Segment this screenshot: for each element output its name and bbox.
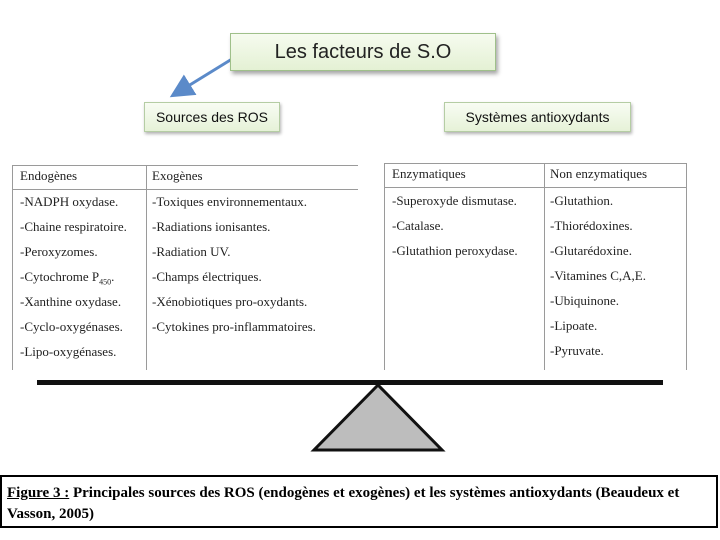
caption-label: Figure 3 : bbox=[7, 485, 70, 501]
balance-beam bbox=[37, 380, 663, 385]
non-enzymatic-item: -Glutarédoxine. bbox=[550, 243, 632, 258]
header-endogenous: Endogènes bbox=[20, 168, 78, 183]
exogenous-item: -Cytokines pro-inflammatoires. bbox=[152, 319, 316, 334]
enzymatic-item: -Glutathion peroxydase. bbox=[392, 243, 518, 258]
exogenous-item: -Radiations ionisantes. bbox=[152, 219, 271, 234]
figure-caption bbox=[0, 475, 718, 528]
exogenous-item: -Xénobiotiques pro-oxydants. bbox=[152, 294, 308, 309]
exogenous-item: -Champs électriques. bbox=[152, 269, 262, 284]
fulcrum-triangle bbox=[314, 385, 442, 450]
enzymatic-item: -Catalase. bbox=[392, 218, 444, 233]
non-enzymatic-item: -Pyruvate. bbox=[550, 343, 604, 358]
non-enzymatic-item: -Ubiquinone. bbox=[550, 293, 619, 308]
title-text: Les facteurs de S.O bbox=[274, 40, 452, 63]
non-enzymatic-item: -Lipoate. bbox=[550, 318, 598, 333]
endogenous-item: -Xanthine oxydase. bbox=[20, 294, 122, 309]
endogenous-item: -Chaine respiratoire. bbox=[20, 219, 127, 234]
ros-sources-label: Sources des ROS bbox=[144, 102, 280, 132]
endogenous-item: -NADPH oxydase. bbox=[20, 194, 119, 209]
antioxidant-systems-label: Systèmes antioxydants bbox=[444, 102, 631, 132]
non-enzymatic-item: -Vitamines C,A,E. bbox=[550, 268, 646, 283]
endogenous-item-cytochrome: -Cytochrome $P_{450}$. bbox=[20, 269, 115, 287]
non-enzymatic-item: -Thiorédoxines. bbox=[550, 218, 633, 233]
endogenous-item: -Peroxyzomes. bbox=[20, 244, 98, 259]
exogenous-item: -Radiation UV. bbox=[152, 244, 231, 259]
enzymatic-item: -Superoxyde dismutase. bbox=[392, 193, 517, 208]
endogenous-item: -Cyclo-oxygénases. bbox=[20, 319, 123, 334]
non-enzymatic-item: -Glutathion. bbox=[550, 193, 614, 208]
header-enzymatic: Enzymatiques bbox=[392, 166, 466, 181]
endogenous-item: -Lipo-oxygénases. bbox=[20, 344, 117, 359]
exogenous-item: -Toxiques environnementaux. bbox=[152, 194, 308, 209]
header-non-enzymatic: Non enzymatiques bbox=[550, 166, 648, 181]
caption-text: Principales sources des ROS (endogènes et exogènes) et les systèmes antioxydants (Beaudeux et Vasson, 2005) bbox=[7, 485, 680, 522]
header-exogenous: Exogènes bbox=[152, 168, 203, 183]
